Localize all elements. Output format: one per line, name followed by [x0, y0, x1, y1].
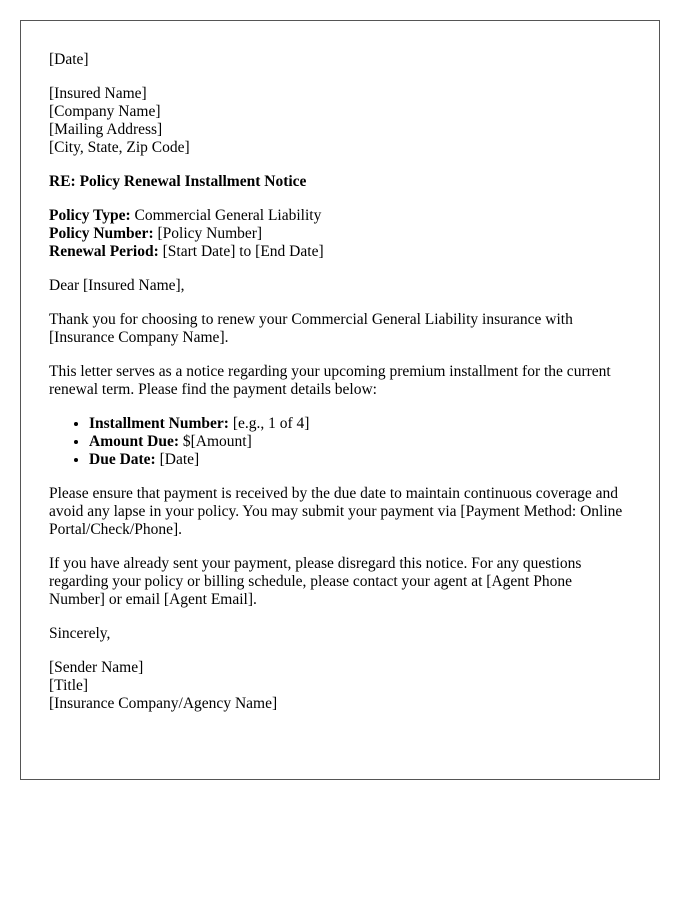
signature-block	[49, 659, 631, 713]
amount-due-value: $[Amount]	[182, 433, 252, 450]
installment-number-label: Installment Number:	[89, 415, 229, 432]
renewal-period-row	[49, 243, 631, 261]
notice-paragraph: This letter serves as a notice regarding your upcoming premium installment for the current renewal term. Please find the payment details below:	[49, 363, 611, 398]
recipient-city-state-zip: [City, State, Zip Code]	[49, 139, 190, 156]
salutation: Dear [Insured Name],	[49, 277, 185, 294]
due-date-label: Due Date:	[89, 451, 156, 468]
sender-name: [Sender Name]	[49, 659, 144, 676]
closing: Sincerely,	[49, 625, 111, 642]
disregard-paragraph: If you have already sent your payment, please disregard this notice. For any questions regarding your policy or billing schedule, please contact your agent at [Agent Phone Number] or email [Agent Email].	[49, 555, 582, 608]
recipient-company-name: [Company Name]	[49, 103, 161, 120]
amount-due-label: Amount Due:	[89, 433, 179, 450]
recipient-insured-name: [Insured Name]	[49, 85, 147, 102]
thanks-paragraph: Thank you for choosing to renew your Commercial General Liability insurance with [Insurance Company Name].	[49, 311, 573, 346]
installment-details-list	[49, 415, 631, 469]
sender-organization: [Insurance Company/Agency Name]	[49, 695, 278, 712]
list-item	[89, 415, 631, 433]
policy-number-label: Policy Number:	[49, 225, 154, 242]
recipient-address	[49, 85, 631, 157]
list-item	[89, 451, 631, 469]
renewal-period-label: Renewal Period:	[49, 243, 159, 260]
letter-page	[20, 20, 660, 780]
policy-type-label: Policy Type:	[49, 207, 131, 224]
subject-line	[49, 173, 631, 191]
sender-title: [Title]	[49, 677, 89, 694]
policy-type-value: Commercial General Liability	[134, 207, 322, 224]
policy-type-row	[49, 207, 631, 225]
list-item	[89, 433, 631, 451]
date-line	[49, 51, 631, 69]
installment-number-value: [e.g., 1 of 4]	[232, 415, 310, 432]
renewal-period-value: [Start Date] to [End Date]	[162, 243, 324, 260]
payment-instructions-paragraph: Please ensure that payment is received by the due date to maintain continuous coverage and avoid any lapse in your policy. You may submit your payment via [Payment Method: Online Portal/Check/Phone].	[49, 485, 623, 538]
policy-number-row	[49, 225, 631, 243]
letter-date: [Date]	[49, 51, 89, 68]
policy-details	[49, 207, 631, 261]
subject-text: RE: Policy Renewal Installment Notice	[49, 173, 307, 190]
recipient-mailing-address: [Mailing Address]	[49, 121, 163, 138]
policy-number-value: [Policy Number]	[157, 225, 263, 242]
due-date-value: [Date]	[159, 451, 200, 468]
